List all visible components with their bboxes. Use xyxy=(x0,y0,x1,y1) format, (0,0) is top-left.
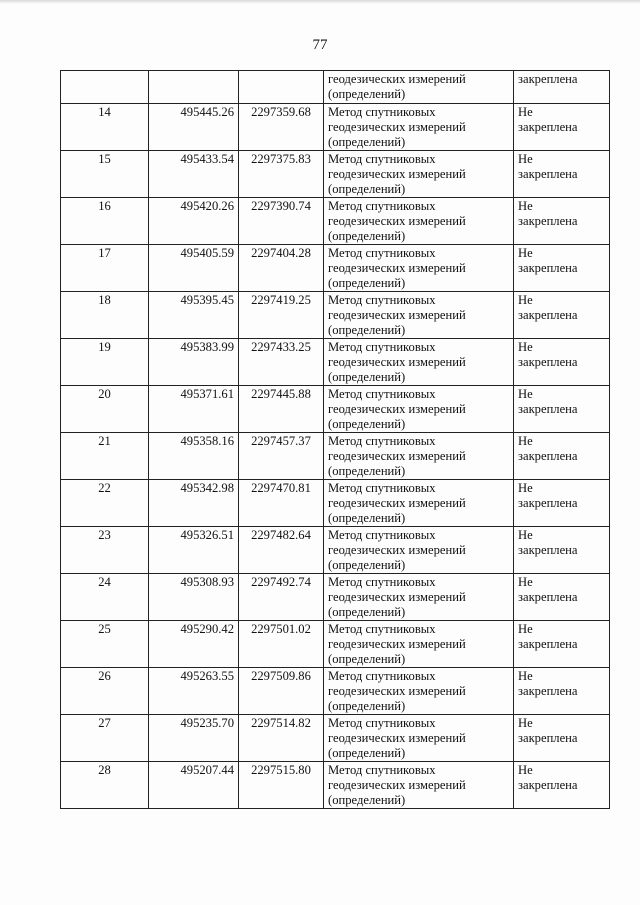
x-coordinate-cell: 495207.44 xyxy=(149,762,239,809)
x-coordinate-cell: 495290.42 xyxy=(149,621,239,668)
y-coordinate-cell: 2297492.74 xyxy=(239,574,324,621)
method-text-line: (определений) xyxy=(328,746,406,760)
point-number-cell: 18 xyxy=(61,292,149,339)
x-coordinate-cell: 495263.55 xyxy=(149,668,239,715)
method-cell xyxy=(324,292,514,339)
fixing-text-line: закреплена xyxy=(518,684,578,698)
method-text-line: Метод спутниковых xyxy=(328,716,436,730)
method-text-line: геодезических измерений xyxy=(328,543,466,557)
x-coordinate-cell: 495445.26 xyxy=(149,104,239,151)
fixing-cell xyxy=(514,668,610,715)
method-text-line: (определений) xyxy=(328,229,406,243)
y-coordinate-cell: 2297419.25 xyxy=(239,292,324,339)
fixing-text-line: Не xyxy=(518,293,533,307)
y-coordinate-cell: 2297501.02 xyxy=(239,621,324,668)
method-text-line: Метод спутниковых xyxy=(328,387,436,401)
fixing-text-line: Не xyxy=(518,387,533,401)
coordinates-table-body xyxy=(61,71,610,809)
point-number-cell: 25 xyxy=(61,621,149,668)
fixing-cell xyxy=(514,292,610,339)
method-text-line: (определений) xyxy=(328,417,406,431)
method-cell xyxy=(324,762,514,809)
fixing-text-line: закреплена xyxy=(518,120,578,134)
y-coordinate-cell: 2297433.25 xyxy=(239,339,324,386)
x-coordinate-cell: 495358.16 xyxy=(149,433,239,480)
fixing-cell xyxy=(514,527,610,574)
fixing-text-line: Не xyxy=(518,246,533,260)
method-cell xyxy=(324,104,514,151)
y-coordinate-cell xyxy=(239,71,324,104)
x-coordinate-cell: 495405.59 xyxy=(149,245,239,292)
y-coordinate-cell: 2297445.88 xyxy=(239,386,324,433)
y-coordinate-cell: 2297509.86 xyxy=(239,668,324,715)
fixing-text-line: закреплена xyxy=(518,402,578,416)
fixing-cell xyxy=(514,245,610,292)
y-coordinate-cell: 2297404.28 xyxy=(239,245,324,292)
fixing-text-line: закреплена xyxy=(518,731,578,745)
fixing-text-line: Не xyxy=(518,763,533,777)
fixing-text-line: закреплена xyxy=(518,167,578,181)
x-coordinate-cell: 495383.99 xyxy=(149,339,239,386)
point-number-cell: 22 xyxy=(61,480,149,527)
scan-edge xyxy=(0,0,640,4)
fixing-cell: закреплена xyxy=(514,71,610,104)
method-text-line: (определений) xyxy=(328,370,406,384)
point-number-cell: 24 xyxy=(61,574,149,621)
fixing-text-line: Не xyxy=(518,152,533,166)
method-text-line: Метод спутниковых xyxy=(328,575,436,589)
x-coordinate-cell: 495342.98 xyxy=(149,480,239,527)
x-coordinate-cell: 495433.54 xyxy=(149,151,239,198)
method-text-line: (определений) xyxy=(328,135,406,149)
method-text-line: геодезических измерений xyxy=(328,637,466,651)
point-number-cell: 14 xyxy=(61,104,149,151)
point-number-cell: 20 xyxy=(61,386,149,433)
table-row xyxy=(61,198,610,245)
table-row xyxy=(61,668,610,715)
method-text-line: (определений) xyxy=(328,464,406,478)
y-coordinate-cell: 2297482.64 xyxy=(239,527,324,574)
x-coordinate-cell: 495420.26 xyxy=(149,198,239,245)
y-coordinate-cell: 2297470.81 xyxy=(239,480,324,527)
method-text-line: геодезических измерений xyxy=(328,308,466,322)
method-cell xyxy=(324,527,514,574)
method-text-line: Метод спутниковых xyxy=(328,152,436,166)
point-number-cell: 27 xyxy=(61,715,149,762)
y-coordinate-cell: 2297375.83 xyxy=(239,151,324,198)
fixing-text-line: закреплена xyxy=(518,308,578,322)
table-row xyxy=(61,339,610,386)
method-text-line: геодезических измерений xyxy=(328,120,466,134)
table-row-continuation xyxy=(61,71,610,104)
x-coordinate-cell: 495308.93 xyxy=(149,574,239,621)
fixing-cell xyxy=(514,104,610,151)
point-number-cell: 23 xyxy=(61,527,149,574)
method-text-line: геодезических измерений xyxy=(328,778,466,792)
method-text-line: геодезических измерений xyxy=(328,167,466,181)
method-text-line: геодезических измерений xyxy=(328,355,466,369)
method-cell xyxy=(324,668,514,715)
method-cell xyxy=(324,574,514,621)
point-number-cell: 28 xyxy=(61,762,149,809)
fixing-text-line: закреплена xyxy=(518,543,578,557)
fixing-cell xyxy=(514,339,610,386)
fixing-text-line: Не xyxy=(518,622,533,636)
method-text-line: геодезических измерений xyxy=(328,261,466,275)
fixing-text-line: закреплена xyxy=(518,637,578,651)
fixing-text-line: Не xyxy=(518,528,533,542)
fixing-text-line: закреплена xyxy=(518,496,578,510)
method-text-line: Метод спутниковых xyxy=(328,199,436,213)
method-cell xyxy=(324,715,514,762)
fixing-text-line: закреплена xyxy=(518,355,578,369)
fixing-text-line: Не xyxy=(518,105,533,119)
table-row xyxy=(61,715,610,762)
method-text-line: (определений) xyxy=(328,182,406,196)
fixing-text-line: Не xyxy=(518,716,533,730)
point-number-cell: 15 xyxy=(61,151,149,198)
method-text-line: Метод спутниковых xyxy=(328,293,436,307)
y-coordinate-cell: 2297514.82 xyxy=(239,715,324,762)
method-text-line: геодезических измерений xyxy=(328,496,466,510)
method-cell: геодезических измерений (определений) xyxy=(324,71,514,104)
point-number-cell: 26 xyxy=(61,668,149,715)
method-text-line: (определений) xyxy=(328,558,406,572)
method-text-line: Метод спутниковых xyxy=(328,763,436,777)
method-text-line: (определений) xyxy=(328,276,406,290)
method-text-line: геодезических измерений xyxy=(328,590,466,604)
method-cell xyxy=(324,480,514,527)
fixing-cell xyxy=(514,621,610,668)
method-text-line: Метод спутниковых xyxy=(328,481,436,495)
y-coordinate-cell: 2297390.74 xyxy=(239,198,324,245)
coordinates-table xyxy=(60,70,610,809)
y-coordinate-cell: 2297359.68 xyxy=(239,104,324,151)
table-row xyxy=(61,621,610,668)
method-text-line: геодезических измерений xyxy=(328,731,466,745)
method-text-line: Метод спутниковых xyxy=(328,528,436,542)
point-number-cell xyxy=(61,71,149,104)
table-row xyxy=(61,762,610,809)
fixing-text-line: закреплена xyxy=(518,590,578,604)
method-text-line: (определений) xyxy=(328,323,406,337)
method-cell xyxy=(324,151,514,198)
x-coordinate-cell: 495326.51 xyxy=(149,527,239,574)
fixing-text-line: закреплена xyxy=(518,214,578,228)
fixing-text-line: Не xyxy=(518,340,533,354)
point-number-cell: 16 xyxy=(61,198,149,245)
point-number-cell: 17 xyxy=(61,245,149,292)
fixing-text-line: закреплена xyxy=(518,449,578,463)
method-text-line: (определений) xyxy=(328,511,406,525)
method-cell xyxy=(324,198,514,245)
method-cell xyxy=(324,339,514,386)
method-text-line: (определений) xyxy=(328,605,406,619)
method-text-line: Метод спутниковых xyxy=(328,340,436,354)
x-coordinate-cell: 495371.61 xyxy=(149,386,239,433)
method-cell xyxy=(324,433,514,480)
method-text-line: геодезических измерений xyxy=(328,214,466,228)
table-row xyxy=(61,104,610,151)
method-text-line: Метод спутниковых xyxy=(328,669,436,683)
fixing-text-line: закреплена xyxy=(518,778,578,792)
fixing-text-line: Не xyxy=(518,481,533,495)
method-cell xyxy=(324,621,514,668)
method-text-line: Метод спутниковых xyxy=(328,622,436,636)
y-coordinate-cell: 2297457.37 xyxy=(239,433,324,480)
table-row xyxy=(61,245,610,292)
method-cell xyxy=(324,245,514,292)
table-row xyxy=(61,151,610,198)
table-row xyxy=(61,527,610,574)
fixing-cell xyxy=(514,480,610,527)
fixing-cell xyxy=(514,151,610,198)
x-coordinate-cell: 495235.70 xyxy=(149,715,239,762)
x-coordinate-cell: 495395.45 xyxy=(149,292,239,339)
fixing-cell xyxy=(514,198,610,245)
method-cell xyxy=(324,386,514,433)
page-number: 77 xyxy=(312,37,328,53)
method-text-line: (определений) xyxy=(328,652,406,666)
fixing-cell xyxy=(514,574,610,621)
method-text-line: Метод спутниковых xyxy=(328,246,436,260)
fixing-cell xyxy=(514,433,610,480)
table-row xyxy=(61,574,610,621)
method-text-line: Метод спутниковых xyxy=(328,105,436,119)
fixing-cell xyxy=(514,715,610,762)
fixing-text-line: закреплена xyxy=(518,261,578,275)
method-text-line: (определений) xyxy=(328,793,406,807)
table-row xyxy=(61,386,610,433)
method-text-line: Метод спутниковых xyxy=(328,434,436,448)
fixing-cell xyxy=(514,762,610,809)
fixing-text-line: Не xyxy=(518,669,533,683)
method-text-line: (определений) xyxy=(328,699,406,713)
table-row xyxy=(61,433,610,480)
method-text-line: геодезических измерений xyxy=(328,449,466,463)
fixing-cell xyxy=(514,386,610,433)
fixing-text-line: Не xyxy=(518,199,533,213)
fixing-text-line: Не xyxy=(518,434,533,448)
method-text-line: геодезических измерений xyxy=(328,402,466,416)
table-row xyxy=(61,480,610,527)
y-coordinate-cell: 2297515.80 xyxy=(239,762,324,809)
table-row xyxy=(61,292,610,339)
point-number-cell: 19 xyxy=(61,339,149,386)
x-coordinate-cell xyxy=(149,71,239,104)
method-text-line: геодезических измерений xyxy=(328,684,466,698)
fixing-text-line: Не xyxy=(518,575,533,589)
point-number-cell: 21 xyxy=(61,433,149,480)
